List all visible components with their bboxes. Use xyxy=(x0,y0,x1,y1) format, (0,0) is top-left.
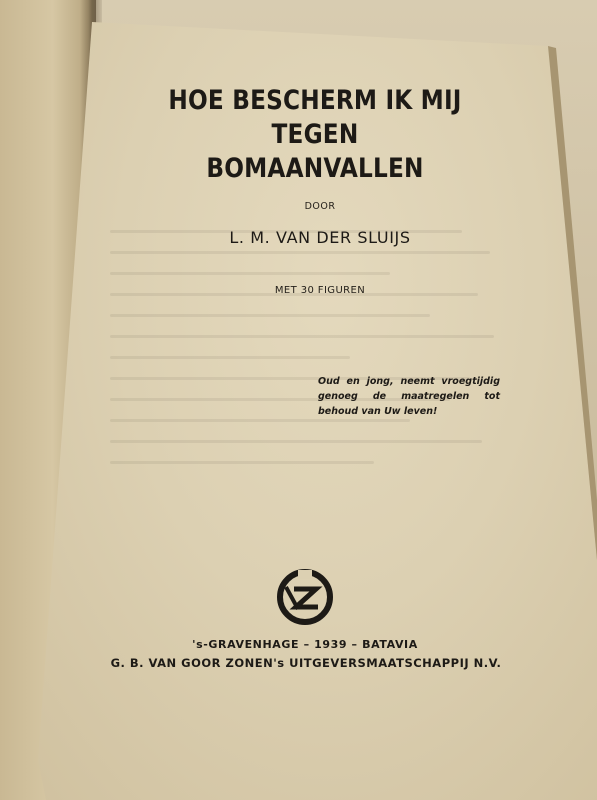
byline-label: DOOR xyxy=(304,201,336,212)
imprint-line: 's-GRAVENHAGE – 1939 – BATAVIA xyxy=(192,638,418,651)
publisher-logo-icon xyxy=(276,567,334,627)
title-line-1: HOE BESCHERM IK MIJ TEGEN xyxy=(168,85,462,150)
figures-note: MET 30 FIGUREN xyxy=(274,285,366,296)
motto-text: Oud en jong, neemt vroegtijdig genoeg de maatregelen tot behoud van Uw leven! xyxy=(318,376,500,417)
title-line-2: BOMAANVALLEN xyxy=(206,153,424,184)
publisher-name: G. B. VAN GOOR ZONEN's UITGEVERSMAATSCHAPPIJ N.V. xyxy=(110,656,502,670)
bleed-through-text xyxy=(110,230,510,510)
book-title xyxy=(147,84,482,186)
author-name: L. M. VAN DER SLUIJS xyxy=(229,228,411,247)
